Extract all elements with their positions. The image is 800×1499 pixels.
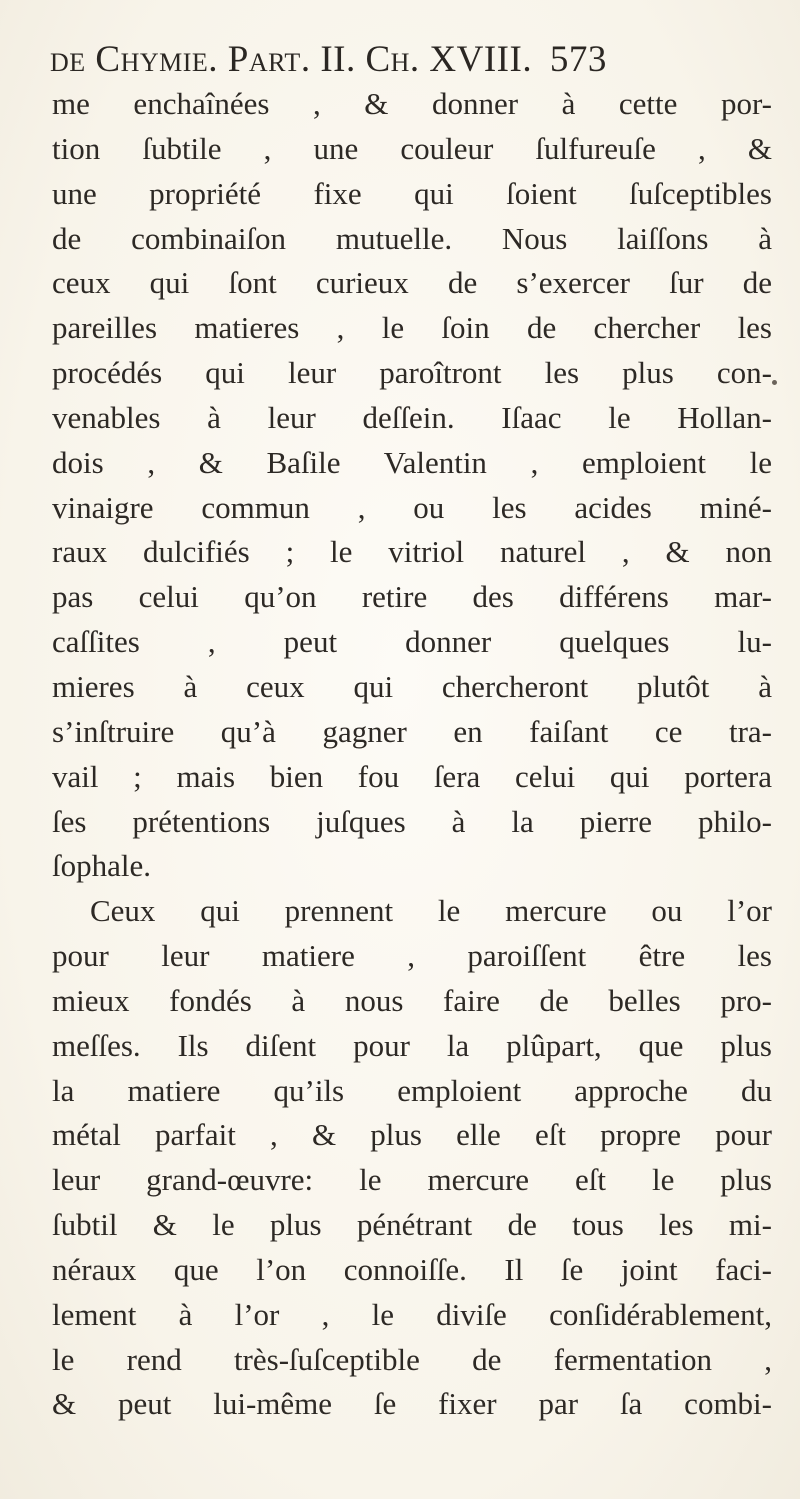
text-line: procédés qui leur paroîtront les plus con- [52, 355, 772, 391]
text-line: ſes prétentions juſques à la pierre philo- [52, 803, 772, 839]
text-line: me enchaînées , & donner à cette por- [52, 86, 772, 121]
text-line: meſſes. Ils diſent pour la plûpart, que plus [52, 1027, 772, 1063]
text-line: mieux fondés à nous faire de belles pro- [52, 982, 772, 1018]
text-line: lement à l’or , le diviſe conſidérablement, [52, 1296, 772, 1332]
text-line: la matiere qu’ils emploient approche du [52, 1072, 772, 1108]
text-line: de combinaiſon mutuelle. Nous laiſſons à [52, 220, 772, 256]
text-line: mieres à ceux qui chercheront plutôt à [52, 668, 772, 704]
body-text [52, 82, 772, 1427]
text-line: ſubtil & le plus pénétrant de tous les mi- [52, 1207, 772, 1243]
text-line: & peut lui-même ſe fixer par ſa combi- [52, 1386, 772, 1422]
text-line: leur grand-œuvre: le mercure eſt le plus [52, 1162, 772, 1198]
text-line: vinaigre commun , ou les acides miné- [52, 489, 772, 525]
text-line: s’inſtruire qu’à gagner en faiſant ce tra- [52, 713, 772, 749]
text-line: raux dulcifiés ; le vitriol naturel , & non [52, 534, 772, 570]
paragraph-end-line: ſophale. [52, 848, 151, 884]
text-line: vail ; mais bien fou ſera celui qui portera [52, 758, 772, 794]
text-line: dois , & Baſile Valentin , emploient le [52, 444, 772, 480]
text-line: ceux qui ſont curieux de s’exercer ſur de [52, 265, 772, 301]
text-line: métal parfait , & plus elle eſt propre pour [52, 1117, 772, 1153]
text-line: tion ſubtile , une couleur ſulfureuſe , & [52, 130, 772, 166]
margin-ink-dot [772, 380, 777, 385]
page-number: 573 [549, 39, 607, 80]
paragraph-start-line: Ceux qui prennent le mercure ou l’or [90, 893, 772, 929]
text-line: une propriété fixe qui ſoient ſuſceptibles [52, 175, 772, 211]
text-line: pour leur matiere , paroiſſent être les [52, 938, 772, 974]
text-line: pareilles matieres , le ſoin de chercher les [52, 310, 772, 346]
running-head [50, 38, 770, 82]
text-line: néraux que l’on connoiſſe. Il ſe joint faci- [52, 1251, 772, 1287]
text-line: caſſites , peut donner quelques lu- [52, 624, 772, 660]
text-line: pas celui qu’on retire des différens mar- [52, 579, 772, 615]
text-line: venables à leur deſſein. Iſaac le Hollan- [52, 399, 772, 435]
text-line: le rend très-ſuſceptible de fermentation , [52, 1341, 772, 1377]
running-title: de Chymie. Part. II. Ch. XVIII. [50, 39, 533, 80]
